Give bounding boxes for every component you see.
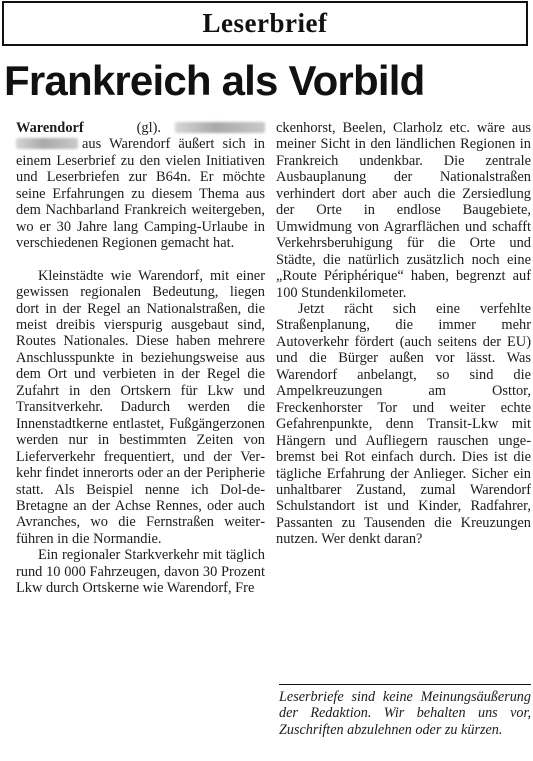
section-header-box [2, 1, 528, 46]
article-column-right [276, 120, 531, 548]
disclaimer-divider [279, 684, 531, 685]
body-paragraph-3: Jetzt rächt sich eine verfehlte Straßenplanung, die immer mehr Autoverkehr fördert (auch seitens der EU) und die Bürger außen vor lässt. Was Warendorf anbelangt, so sind die Ampelkreuzungen am Osttor, Freckenhorster Tor und weiter echte Gefahrenpunkte, denn Transit-Lkw mit Hängern und Aufliegern rauschen ungebremst bei Rot einfach durch. Dies ist die tägliche Erfahrung der Anlieger. Sicher ein unhaltbarer Zustand, zumal Warendorf Schulstandort ist und Kinder, Radfahrer, Passanten zu Tausenden die Kreuzungen nutzen. Wer denkt daran? [276, 300, 531, 548]
redacted-name-part-1 [175, 122, 265, 133]
lead-text: aus Warendorf äußert sich in einem Leserbrief zu den vielen Initiativen und Leserbriefen zur B64n. Er möchte seine Erfahrungen zu diesem Thema aus dem Nachbarland Frankreich weitergeben, wo er 30 Jahre lang Camping-Urlaube in verschiedenen Regionen gemacht hat. [16, 136, 265, 252]
byline-location: Warendorf [16, 120, 84, 136]
lead-paragraph [16, 120, 265, 252]
byline-source: (gl). [136, 120, 161, 136]
editorial-disclaimer: Leserbriefe sind keine Meinungsäußerung der Redaktion. Wir behalten uns vor, Zuschriften abzulehnen oder zu kürzen. [279, 689, 531, 738]
article-headline: Frankreich als Vorbild [4, 57, 425, 104]
body-paragraph-2-end: ckenhorst, Beelen, Clarholz etc. wäre aus meiner Sicht in den ländlichen Regionen in Frankreich undenkbar. Die zentrale Ausbauplanung der Nationalstraßen verhindert dort aber auch die Zersiedlung der Orte in endlose Baugebiete, Umwidmung von Agrarflächen und schafft Verkehrsberuhigung für die Orte und Städte, die natürlich zusätzlich noch eine „Route Périphérique“ haben, begrenzt auf 100 Stundenkilometer. [276, 120, 531, 301]
section-label: Leserbrief [202, 8, 328, 38]
redacted-name-part-2 [16, 138, 78, 149]
body-paragraph-1: Kleinstädte wie Warendorf, mit einer gewissen regionalen Bedeutung, liegen dort in der Regel an Nationalstraßen, die meist dreibis vierspurig ausgebaut sind, Routes Nationales. Diese haben mehrere Anschlusspunkte in beziehungsweise aus dem Ort und verbieten in der Regel die Zufahrt in den Ortskern für Lkw und Transitverkehr. Dadurch werden die Innenstadtkerne entlastet, Fußgängerzonen werden nur in bestimmten Zeiten von Lieferverkehr frequentiert, und der Verkehr findet innerorts oder an der Peripherie statt. Als Beispiel nenne ich Dol-de-Bretagne an der Achse Rennes, oder auch Avranches, wo die Fernstraßen weiterführen in die Normandie. [16, 267, 265, 547]
body-paragraph-2-start: Ein regionaler Starkverkehr mit täglich rund 10 000 Fahrzeugen, davon 30 Prozent Lkw durch Ortskerne wie Warendorf, Fre [16, 547, 265, 597]
article-column-left [16, 120, 265, 597]
